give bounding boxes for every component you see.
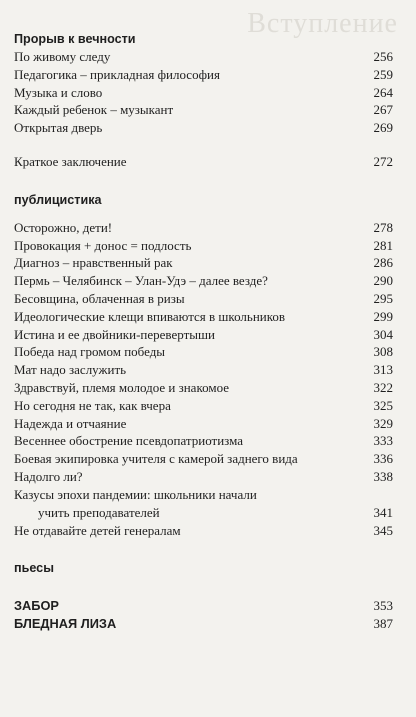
toc-entry-page: 269: [373, 120, 393, 136]
toc-entry-page: 299: [373, 308, 393, 324]
toc-entry[interactable]: [14, 308, 393, 326]
toc-entry-page: 322: [373, 379, 393, 395]
section-heading-plays: пьесы: [14, 561, 54, 576]
spacer: [14, 209, 393, 219]
toc-entry[interactable]: [14, 450, 393, 468]
toc-entry-title: Истина и ее двойники-перевертыши: [14, 326, 215, 342]
toc-entry-title: Пермь – Челябинск – Улан-Удэ – далее везде?: [14, 273, 268, 289]
toc-entry-title: Осторожно, дети!: [14, 219, 113, 235]
toc-entry-title: Диагноз – нравственный рак: [14, 255, 173, 271]
toc-entry[interactable]: [14, 397, 393, 415]
toc-entry-title: ЗАБОР: [14, 598, 59, 614]
toc-entry-title: Здравствуй, племя молодое и знакомое: [14, 379, 230, 395]
toc-entry-page: 259: [373, 66, 393, 82]
toc-entry-page: 267: [373, 102, 393, 118]
toc-entry[interactable]: [14, 379, 393, 397]
toc-entry-page: 336: [373, 451, 393, 467]
toc-entry[interactable]: [14, 343, 393, 361]
bleed-through-text: Вступление: [247, 8, 398, 39]
toc-entry-page: 272: [373, 153, 393, 169]
toc-entry[interactable]: [14, 326, 393, 344]
toc-entry-summary[interactable]: [14, 153, 393, 171]
toc-entry-title: Каждый ребенок – музыкант: [14, 102, 174, 118]
toc-entry-multiline[interactable]: [14, 486, 393, 522]
toc-entry-title: Музыка и слово: [14, 84, 103, 100]
spacer: [14, 137, 393, 153]
toc-entry[interactable]: [14, 361, 393, 379]
toc-entry[interactable]: [14, 101, 393, 119]
spacer: [14, 171, 393, 191]
toc-entry-title: Но сегодня не так, как вчера: [14, 397, 171, 413]
toc-entry-page: 353: [373, 598, 393, 614]
toc-entry-page: 313: [373, 362, 393, 378]
toc-entry-title-line-1: Казусы эпохи пандемии: школьники начали: [14, 486, 257, 502]
toc-entry-page: 329: [373, 415, 393, 431]
toc-entry-title: По живому следу: [14, 49, 111, 64]
toc-entry-title: Открытая дверь: [14, 120, 103, 136]
toc-entry-play[interactable]: [14, 615, 393, 633]
toc-entry-page: 295: [373, 290, 393, 306]
toc-entry-title: БЛЕДНАЯ ЛИЗА: [14, 616, 117, 632]
toc-entry[interactable]: [14, 119, 393, 137]
toc-entry[interactable]: [14, 290, 393, 308]
toc-entry-page: 278: [373, 219, 393, 235]
toc-entry[interactable]: [14, 237, 393, 255]
toc-entry[interactable]: [14, 254, 393, 272]
toc-entry-title: Весеннее обострение псевдопатриотизма: [14, 433, 244, 449]
toc-entry-page: 264: [373, 84, 393, 100]
toc-entry-title: Идеологические клещи впиваются в школьников: [14, 308, 286, 324]
toc-entry[interactable]: [14, 84, 393, 102]
toc-entry-page: 256: [373, 49, 393, 64]
section-heading-publicistics: публицистика: [14, 192, 102, 207]
toc-entry-title: [14, 486, 359, 522]
toc-entry-page: 341: [373, 504, 393, 520]
table-of-contents: [14, 30, 393, 633]
toc-entry-page: 345: [373, 522, 393, 538]
toc-entry[interactable]: [14, 432, 393, 450]
toc-entry-page: 304: [373, 326, 393, 342]
toc-entry[interactable]: [14, 272, 393, 290]
toc-entry-page: 333: [373, 433, 393, 449]
toc-entry-title-line-2: учить преподавателей: [38, 504, 160, 520]
toc-entry-page: 286: [373, 255, 393, 271]
toc-entry[interactable]: [14, 468, 393, 486]
section-heading-breakthrough: Прорыв к вечности: [14, 32, 136, 46]
toc-entry[interactable]: [14, 522, 393, 540]
toc-entry-page: 387: [373, 616, 393, 632]
toc-entry[interactable]: [14, 48, 393, 66]
toc-entry-play[interactable]: [14, 597, 393, 615]
toc-entry-page: 281: [373, 237, 393, 253]
toc-entry-title: Надежда и отчаяние: [14, 415, 127, 431]
toc-entry-title: Краткое заключение: [14, 153, 127, 169]
toc-entry-title: Надолго ли?: [14, 468, 83, 484]
toc-entry-title: Не отдавайте детей генералам: [14, 522, 181, 538]
toc-entry-title: Бесовщина, облаченная в ризы: [14, 290, 185, 306]
toc-entry[interactable]: [14, 66, 393, 84]
toc-entry-page: 338: [373, 468, 393, 484]
toc-entry-page: 325: [373, 397, 393, 413]
toc-entry-page: 290: [373, 273, 393, 289]
toc-entry-page: 308: [373, 344, 393, 360]
spacer: [14, 577, 393, 597]
toc-entry[interactable]: [14, 219, 393, 237]
toc-entry-title: Мат надо заслужить: [14, 362, 127, 378]
toc-entry[interactable]: [14, 415, 393, 433]
toc-entry-title: Победа над громом победы: [14, 344, 166, 360]
toc-entry-title: Боевая экипировка учителя с камерой заднего вида: [14, 451, 298, 467]
spacer: [14, 539, 393, 559]
toc-entry-title: Педагогика – прикладная философия: [14, 66, 220, 82]
toc-entry-title: Провокация + донос = подлость: [14, 237, 192, 253]
